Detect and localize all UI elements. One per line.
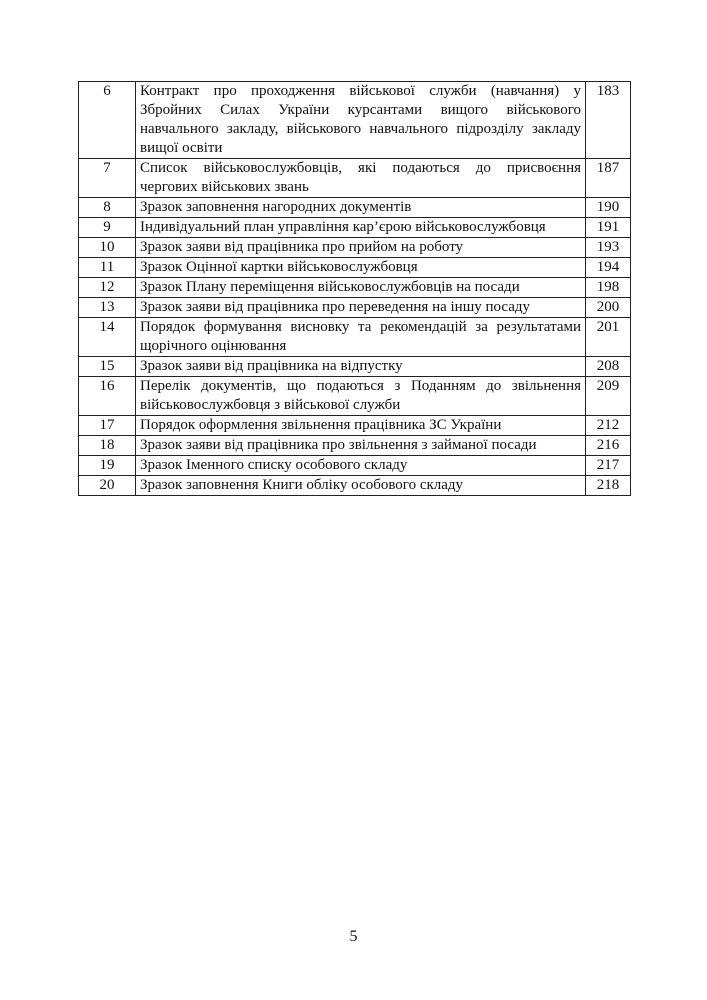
row-title: Контракт про проходження військової служби (навчання) у Збройних Силах України курсантами вищого військового навчального закладу, військового навчального підрозділу закладу вищої освіти [136,82,586,159]
row-number: 10 [79,238,136,258]
table-row [79,318,631,357]
row-page: 209 [586,377,631,416]
table-row [79,218,631,238]
row-page: 201 [586,318,631,357]
row-page: 193 [586,238,631,258]
row-title: Індивідуальний план управління кар’єрою військовослужбовця [136,218,586,238]
table-row [79,416,631,436]
row-page: 218 [586,476,631,496]
contents-table [78,81,631,496]
row-page: 198 [586,278,631,298]
table-row [79,159,631,198]
row-number: 18 [79,436,136,456]
row-title: Зразок заповнення Книги обліку особового складу [136,476,586,496]
row-page: 216 [586,436,631,456]
row-title: Порядок формування висновку та рекомендацій за результатами щорічного оцінювання [136,318,586,357]
row-title: Зразок заяви від працівника про звільнення з займаної посади [136,436,586,456]
row-page: 200 [586,298,631,318]
row-page: 183 [586,82,631,159]
row-title: Зразок Плану переміщення військовослужбовців на посади [136,278,586,298]
table-row [79,377,631,416]
row-title: Зразок заяви від працівника про переведення на іншу посаду [136,298,586,318]
row-number: 14 [79,318,136,357]
row-title: Зразок заповнення нагородних документів [136,198,586,218]
table-row [79,298,631,318]
table-row [79,238,631,258]
row-number: 16 [79,377,136,416]
row-number: 6 [79,82,136,159]
table-row [79,82,631,159]
table-row [79,198,631,218]
row-number: 9 [79,218,136,238]
row-number: 13 [79,298,136,318]
page-number: 5 [349,928,358,945]
row-number: 19 [79,456,136,476]
row-number: 17 [79,416,136,436]
row-page: 187 [586,159,631,198]
row-number: 15 [79,357,136,377]
row-page: 191 [586,218,631,238]
row-page: 217 [586,456,631,476]
row-number: 8 [79,198,136,218]
row-title: Зразок заяви від працівника на відпустку [136,357,586,377]
row-page: 208 [586,357,631,377]
table-row [79,357,631,377]
row-title: Список військовослужбовців, які подаються до присвоєння чергових військових звань [136,159,586,198]
table-row [79,278,631,298]
table-row [79,258,631,278]
row-number: 12 [79,278,136,298]
row-number: 20 [79,476,136,496]
row-title: Зразок заяви від працівника про прийом на роботу [136,238,586,258]
row-title: Порядок оформлення звільнення працівника ЗС України [136,416,586,436]
row-number: 7 [79,159,136,198]
row-number: 11 [79,258,136,278]
row-page: 212 [586,416,631,436]
row-page: 194 [586,258,631,278]
row-page: 190 [586,198,631,218]
table-row [79,436,631,456]
row-title: Перелік документів, що подаються з Поданням до звільнення військовослужбовця з військової служби [136,377,586,416]
table-row [79,456,631,476]
table-row [79,476,631,496]
row-title: Зразок Оцінної картки військовослужбовця [136,258,586,278]
row-title: Зразок Іменного списку особового складу [136,456,586,476]
